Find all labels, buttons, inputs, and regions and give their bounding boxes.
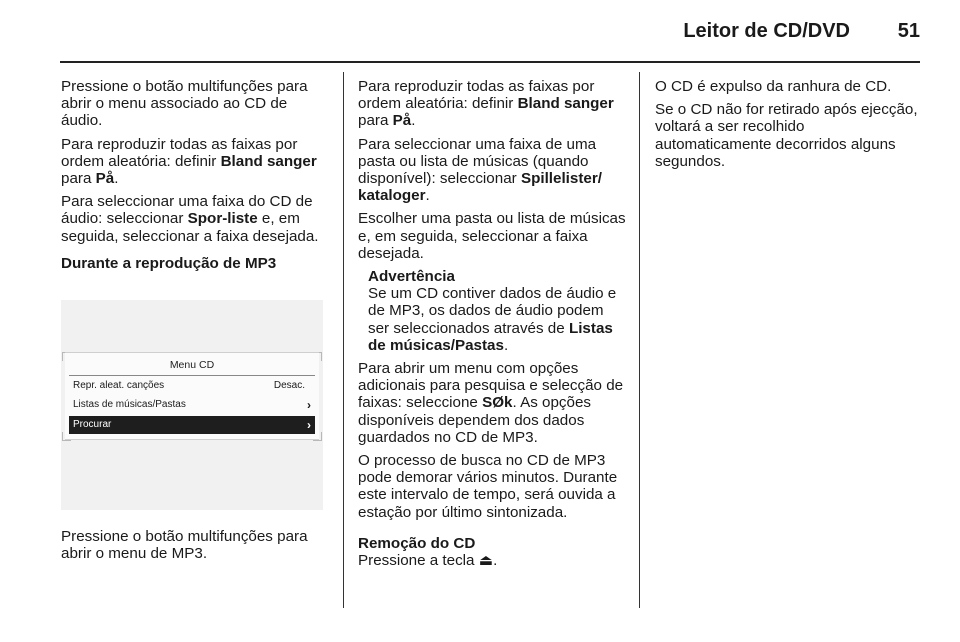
menu-term: På: [95, 170, 115, 188]
column-1: [61, 78, 329, 278]
text: Para abrir um menu com opções adicionais para pesquisa e selecção de faixas: seleccione: [358, 360, 624, 412]
column-rule-2: [639, 72, 640, 608]
section-heading: Durante a reprodução de MP3: [61, 254, 277, 272]
eject-icon: ⏏: [478, 552, 494, 570]
note-title: Advertência: [368, 268, 455, 286]
paragraph: [61, 136, 329, 188]
paragraph: [358, 78, 626, 130]
text: Pressione a tecla: [358, 552, 479, 570]
menu-term: På: [392, 112, 412, 130]
text: .: [114, 170, 119, 188]
paragraph: O CD é expulso da ranhura de CD.: [655, 78, 892, 95]
column-2: [358, 78, 626, 575]
header-title: Leitor de CD/DVD: [683, 20, 850, 42]
menu-row-label: Repr. aleat. canções: [73, 380, 165, 391]
menu-row-value: Desac.: [273, 380, 305, 391]
text: . As opções disponíveis dependem dos dados guardados no CD de MP3.: [358, 394, 592, 446]
section-heading: Remoção do CD: [358, 534, 476, 552]
paragraph: [358, 136, 626, 205]
chevron-right-icon: ›: [307, 398, 311, 412]
text: para: [61, 170, 96, 188]
text: .: [503, 336, 509, 354]
menu-term: Bland sanger: [220, 152, 317, 170]
menu-row-label: Listas de músicas/Pastas: [73, 399, 186, 410]
page-number: 51: [897, 20, 920, 42]
text: e, em seguida, seleccionar a faixa desejada.: [61, 210, 319, 245]
menu-term: Listas de músicas/Pastas: [368, 319, 613, 354]
note-box: [358, 268, 626, 354]
text: Para seleccionar uma faixa de uma pasta ou lista de músicas (quando disponível): seleccionar: [358, 135, 597, 188]
text: Para seleccionar uma faixa do CD de áudio: seleccionar: [61, 193, 313, 228]
menu-row-shuffle[interactable]: [69, 377, 315, 395]
paragraph: Pressione o botão multifunções para abrir o menu associado ao CD de áudio.: [61, 78, 308, 130]
text: para: [358, 112, 393, 130]
text: .: [425, 187, 430, 205]
menu-term: Bland sanger: [517, 95, 614, 113]
column-1-bottom: [61, 528, 329, 568]
paragraph: Pressione o botão multifunções para abrir o menu de MP3.: [61, 528, 308, 563]
text: Para reproduzir todas as faixas por ordem aleatória: definir: [358, 78, 595, 113]
paragraph: [358, 360, 626, 446]
paragraph: Se o CD não for retirado após ejecção, voltará a ser recolhido automaticamente decorridos alguns segundos.: [655, 101, 918, 170]
display-screen: [65, 352, 319, 440]
menu-title: Menu CD: [169, 359, 215, 371]
paragraph: [358, 552, 626, 569]
menu-term: Spillelister/ kataloger: [358, 170, 602, 205]
menu-term: SØk: [482, 394, 513, 412]
column-rule-1: [343, 72, 344, 608]
divider: [69, 375, 315, 376]
paragraph: O processo de busca no CD de MP3 pode demorar vários minutos. Durante este intervalo de tempo, será ouvida a estação por último sintonizada.: [358, 452, 618, 521]
menu-row-playlists[interactable]: [69, 396, 315, 414]
menu-term: Spor-liste: [187, 210, 258, 228]
text: .: [493, 552, 498, 570]
chevron-right-icon: ›: [307, 418, 311, 432]
text: Para reproduzir todas as faixas por ordem aleatória: definir: [61, 135, 298, 170]
paragraph: [61, 193, 329, 245]
menu-row-search[interactable]: [69, 416, 315, 434]
header-rule: [60, 61, 920, 63]
menu-cd-screenshot: [61, 300, 323, 510]
column-3: [655, 78, 920, 176]
note-text: [368, 285, 626, 354]
menu-row-label: Procurar: [73, 419, 112, 430]
text: .: [411, 112, 416, 130]
text: Se um CD contiver dados de áudio e de MP3, os dados de áudio podem ser seleccionados através de: [368, 285, 617, 337]
paragraph: Escolher uma pasta ou lista de músicas e, em seguida, seleccionar a faixa desejada.: [358, 210, 626, 262]
